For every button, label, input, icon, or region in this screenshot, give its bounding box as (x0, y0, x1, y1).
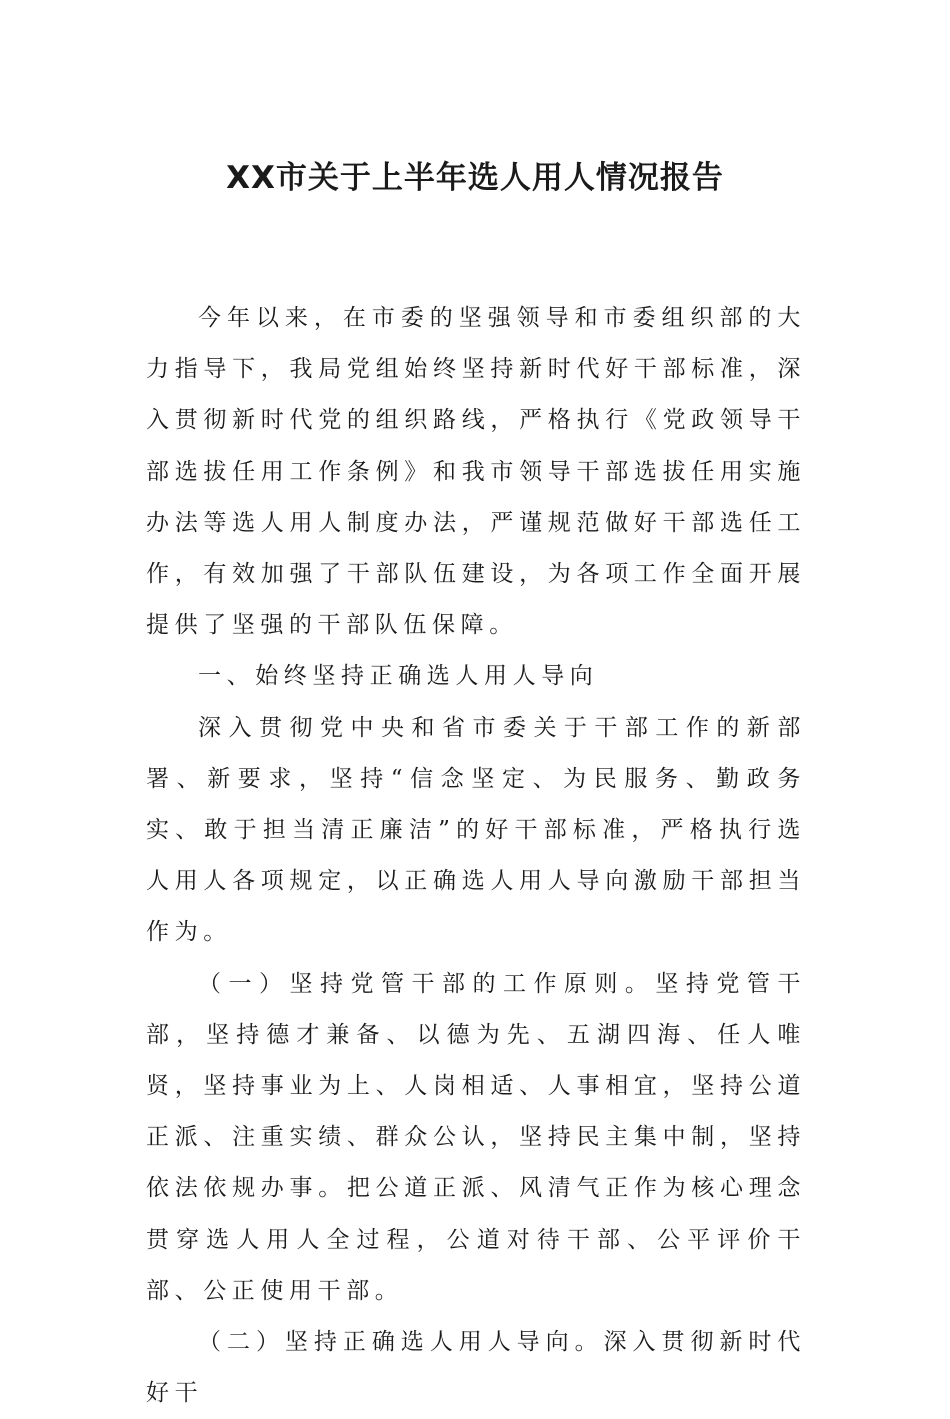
paragraph-point-1: （一）坚持党管干部的工作原则。坚持党管干部，坚持德才兼备、以德为先、五湖四海、任人唯贤，坚持事业为上、人岗相适、人事相宜，坚持公道正派、注重实绩、群众公认，坚持民主集中制，坚持依法依规办事。把公道正派、风清气正作为核心理念贯穿选人用人全过程，公道对待干部、公平评价干部、公正使用干部。 (146, 970, 806, 1304)
document-body (146, 293, 806, 1419)
paragraph-point-2: （二）坚持正确选人用人导向。深入贯彻新时代好干 (146, 1329, 806, 1407)
document-title: XX市关于上半年选人用人情况报告 (226, 160, 724, 196)
paragraph-intro: 今年以来，在市委的坚强领导和市委组织部的大力指导下，我局党组始终坚持新时代好干部标准，深入贯彻新时代党的组织路线，严格执行《党政领导干部选拔任用工作条例》和我市领导干部选拔任用实施办法等选人用人制度办法，严谨规范做好干部选任工作，有效加强了干部队伍建设，为各项工作全面开展提供了坚强的干部队伍保障。 (146, 305, 806, 639)
paragraph-section-intro: 深入贯彻党中央和省市委关于干部工作的新部署、新要求，坚持“信念坚定、为民服务、勤政务实、敢于担当清正廉洁”的好干部标准，严格执行选人用人各项规定，以正确选人用人导向激励干部担当作为。 (146, 714, 806, 946)
section-heading: 一、始终坚持正确选人用人导向 (198, 663, 599, 690)
